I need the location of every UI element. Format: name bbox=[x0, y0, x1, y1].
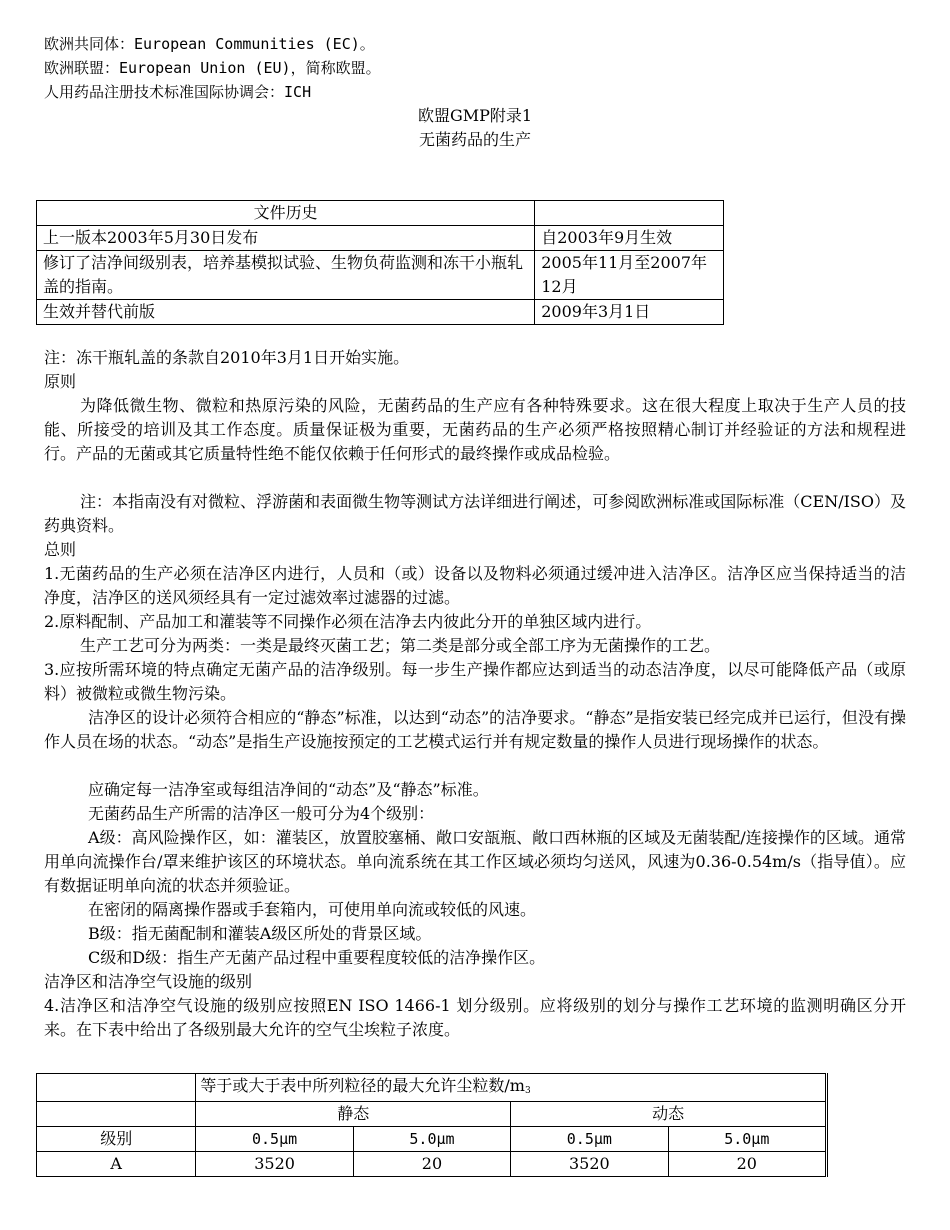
isolator-note: 在密闭的隔离操作器或手套箱内，可使用单向流或较低的风速。 bbox=[88, 900, 537, 919]
static-dynamic-definition: 洁净区的设计必须符合相应的“静态”标准，以达到“动态”的洁净要求。“静态”是指安装已经完成并已运行，但没有操作人员在场的状态。“动态”是指生产设施按预定的工艺模式运行并有规定数量的操作人员进行现场操作的状态。 bbox=[44, 708, 906, 751]
standards-note: 应确定每一洁净室或每组洁净间的“动态”及“静态”标准。 bbox=[88, 780, 489, 799]
table-row bbox=[37, 201, 724, 226]
grade-cd-description: C级和D级：指生产无菌产品过程中重要程度较低的洁净操作区。 bbox=[88, 948, 546, 967]
history-cell: 修订了洁净间级别表，培养基模拟试验、生物负荷监测和冻干小瓶轧盖的指南。 bbox=[37, 251, 535, 300]
note-lyophilization: 注：冻干瓶轧盖的条款自2010年3月1日开始实施。 bbox=[44, 348, 410, 367]
intro-ich: 人用药品注册技术标准国际协调会：ICH bbox=[44, 83, 312, 101]
doc-title: 欧盟GMP附录1 bbox=[417, 106, 533, 125]
table-row bbox=[37, 300, 724, 325]
particle-limits-table bbox=[36, 1073, 828, 1177]
table-row bbox=[37, 1127, 827, 1152]
history-cell: 2005年11月至2007年12月 bbox=[535, 251, 724, 300]
particle-header-text: 等于或大于表中所列粒径的最大允许尘粒数/m bbox=[200, 1076, 525, 1095]
principle-note: 注：本指南没有对微粒、浮游菌和表面微生物等测试方法详细进行阐述，可参阅欧洲标准或国际标准（CEN/ISO）及药典资料。 bbox=[44, 492, 906, 535]
table-corner-blank bbox=[37, 1074, 196, 1102]
table-blank-cell bbox=[37, 1102, 196, 1127]
particle-header bbox=[196, 1074, 827, 1102]
at-rest-header: 静态 bbox=[196, 1102, 511, 1127]
table-row bbox=[37, 1102, 827, 1127]
general-heading: 总则 bbox=[44, 540, 77, 559]
value-cell: 20 bbox=[668, 1152, 826, 1177]
general-item-2: 2.原料配制、产品加工和灌装等不同操作必须在洁净去内彼此分开的单独区域内进行。 bbox=[44, 612, 652, 631]
general-item-4: 4.洁净区和洁净空气设施的级别应按照EN ISO 1466-1 划分级别。应将级别的划分与操作工艺环境的监测明确区分开来。在下表中给出了各级别最大允许的空气尘埃粒子浓度。 bbox=[44, 996, 906, 1039]
doc-subtitle: 无菌药品的生产 bbox=[418, 130, 531, 149]
cleanroom-heading: 洁净区和洁净空气设施的级别 bbox=[44, 972, 253, 991]
particle-header-unit: 3 bbox=[524, 1086, 531, 1096]
value-cell: 20 bbox=[353, 1152, 510, 1177]
grade-cell: A bbox=[37, 1152, 196, 1177]
history-cell: 生效并替代前版 bbox=[37, 300, 535, 325]
history-header: 文件历史 bbox=[37, 201, 535, 226]
principle-paragraph: 为降低微生物、微粒和热原污染的风险，无菌药品的生产应有各种特殊要求。这在很大程度上取决于生产人员的技能、所接受的培训及其工作态度。质量保证极为重要，无菌药品的生产必须严格按照精心制订并经验证的方法和规程进行。产品的无菌或其它质量特性绝不能仅依赖于任何形式的最终操作或成品检验。 bbox=[44, 396, 906, 463]
intro-ec: 欧洲共同体：European Communities (EC)。 bbox=[44, 35, 375, 53]
size-header: 5.0μm bbox=[668, 1127, 826, 1152]
history-cell: 2009年3月1日 bbox=[535, 300, 724, 325]
principle-heading: 原则 bbox=[44, 372, 77, 391]
history-header-blank bbox=[535, 201, 724, 226]
intro-eu: 欧洲联盟：European Union (EU)，简称欧盟。 bbox=[44, 59, 381, 77]
in-operation-header: 动态 bbox=[511, 1102, 827, 1127]
grades-intro: 无菌药品生产所需的洁净区一般可分为4个级别： bbox=[88, 804, 435, 823]
table-row bbox=[37, 226, 724, 251]
size-header: 0.5μm bbox=[196, 1127, 353, 1152]
history-cell: 自2003年9月生效 bbox=[535, 226, 724, 251]
general-item-1: 1.无菌药品的生产必须在洁净区内进行，人员和（或）设备以及物料必须通过缓冲进入洁净区。洁净区应当保持适当的洁净度，洁净区的送风须经具有一定过滤效率过滤器的过滤。 bbox=[44, 564, 906, 607]
size-header: 0.5μm bbox=[511, 1127, 668, 1152]
process-types: 生产工艺可分为两类：一类是最终灭菌工艺；第二类是部分或全部工序为无菌操作的工艺。 bbox=[80, 636, 721, 655]
table-row bbox=[37, 251, 724, 300]
size-header: 5.0μm bbox=[353, 1127, 510, 1152]
grade-a-description: A级：高风险操作区，如：灌装区，放置胶塞桶、敞口安瓿瓶、敞口西林瓶的区域及无菌装配/连接操作的区域。通常用单向流操作台/罩来维护该区的环境状态。单向流系统在其工作区域必须均匀送风，风速为0.36-0.54m/s（指导值）。应有数据证明单向流的状态并须验证。 bbox=[44, 828, 906, 895]
history-table bbox=[36, 200, 724, 325]
grade-header: 级别 bbox=[37, 1127, 196, 1152]
table-row bbox=[37, 1074, 827, 1102]
general-item-3: 3.应按所需环境的特点确定无菌产品的洁净级别。每一步生产操作都应达到适当的动态洁净度，以尽可能降低产品（或原料）被微粒或微生物污染。 bbox=[44, 660, 906, 703]
value-cell: 3520 bbox=[196, 1152, 353, 1177]
grade-b-description: B级：指无菌配制和灌装A级区所处的背景区域。 bbox=[88, 924, 432, 943]
history-cell: 上一版本2003年5月30日发布 bbox=[37, 226, 535, 251]
value-cell: 3520 bbox=[511, 1152, 668, 1177]
table-row bbox=[37, 1152, 827, 1177]
